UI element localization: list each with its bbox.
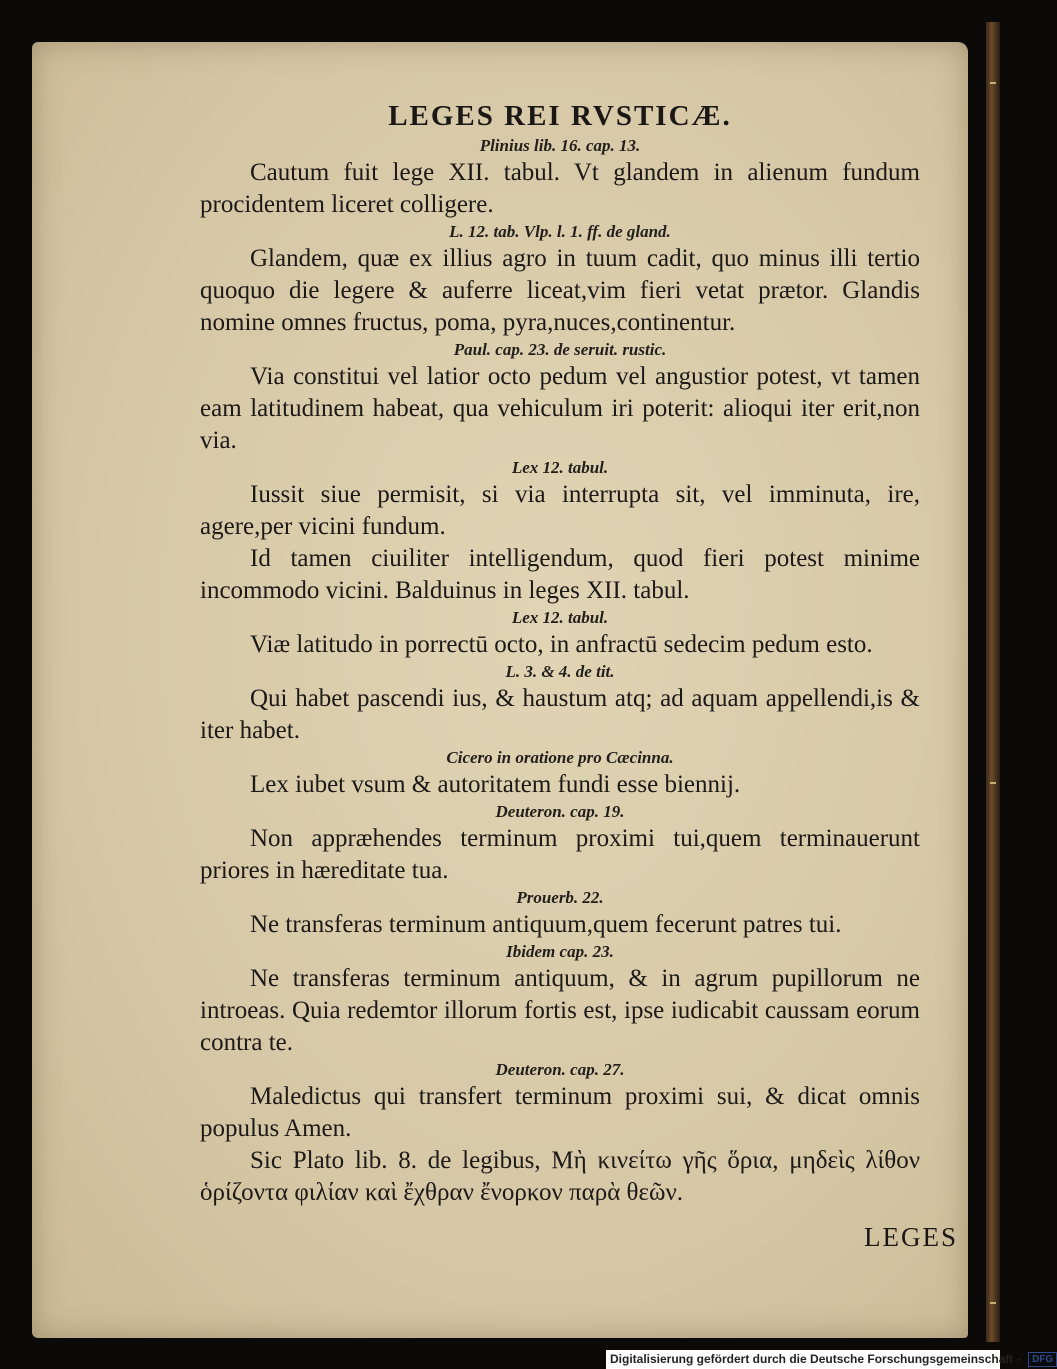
law-paragraph: Qui habet pascendi ius, & haustum atq; ad aquam appellendi,is & iter habet.: [200, 685, 920, 744]
law-paragraph: Glandem, quæ ex illius agro in tuum cadit, quo minus illi tertio quoquo die legere & auferre liceat,vim fieri vetat prætor. Glandis nomine omnes fructus, poma, pyra,nuces,continentur.: [200, 245, 920, 336]
citation-reference: L. 3. & 4. de tit.: [505, 662, 615, 681]
citation-reference: Ibidem cap. 23.: [506, 942, 614, 961]
citation-reference: Lex 12. tabul.: [511, 608, 609, 627]
law-paragraph: Ne transferas terminum antiquum, & in agrum pupillorum ne introeas. Quia redemtor illorum fortis est, ipse iudicabit caussam eorum contra te.: [200, 965, 920, 1056]
ruler-mark: [990, 82, 996, 84]
law-paragraph: Sic Plato lib. 8. de legibus, Μὴ κινείτω γῆς ὅρια, μηδεὶς λίθον ὁρίζοντα φιλίαν καὶ ἔχθραν ἔνορκον παρὰ θεῶν.: [200, 1147, 920, 1206]
law-paragraph: Via constitui vel latior octo pedum vel angustior potest, vt tamen eam latitudinem habeat, qua vehiculum iri poterit: alioqui iter erit,non via.: [200, 363, 920, 454]
citation-reference: Deuteron. cap. 27.: [495, 1060, 625, 1079]
footer-text: Digitalisierung gefördert durch die Deutsche Forschungsgemeinschaft -: [610, 1352, 1021, 1366]
ruler-mark: [990, 782, 996, 784]
law-paragraph: Lex iubet vsum & autoritatem fundi esse biennij.: [250, 771, 741, 798]
law-paragraph: Maledictus qui transfert terminum proximi sui, & dicat omnis populus Amen.: [200, 1083, 920, 1142]
law-paragraph: Ne transferas terminum antiquum,quem fecerunt patres tui.: [250, 911, 842, 938]
page-text: [200, 100, 920, 1209]
running-head: LEGES REI RVSTICÆ.: [388, 100, 732, 132]
digitization-footer: [606, 1350, 1054, 1369]
citation-reference: Deuteron. cap. 19.: [495, 802, 625, 821]
law-paragraph: Viæ latitudo in porrectū octo, in anfractū sedecim pedum esto.: [250, 631, 873, 658]
law-paragraph: Id tamen ciuiliter intelligendum, quod fieri potest minime incommodo vicini. Balduinus in leges XII. tabul.: [200, 545, 920, 604]
dfg-logo: DFG: [1028, 1352, 1057, 1367]
citation-reference: Cicero in oratione pro Cæcinna.: [446, 748, 674, 767]
law-paragraph: Cautum fuit lege XII. tabul. Vt glandem in alienum fundum procidentem liceret colligere.: [200, 159, 920, 218]
citation-reference: Paul. cap. 23. de seruit. rustic.: [453, 340, 667, 359]
page-edge-ruler: [986, 22, 1000, 1342]
citation-reference: Lex 12. tabul.: [511, 458, 609, 477]
law-paragraph: Iussit siue permisit, si via interrupta sit, vel imminuta, ire, agere,per vicini fundum.: [200, 481, 920, 540]
citation-reference: Prouerb. 22.: [516, 888, 604, 907]
citation-reference: Plinius lib. 16. cap. 13.: [479, 136, 641, 155]
citation-reference: L. 12. tab. Vlp. l. 1. ff. de gland.: [449, 222, 671, 241]
ruler-mark: [990, 1302, 996, 1304]
text-blocks: [200, 135, 920, 1209]
catchword: LEGES: [864, 1222, 958, 1252]
law-paragraph: Non appræhendes terminum proximi tui,quem terminauerunt priores in hæreditate tua.: [200, 825, 920, 884]
